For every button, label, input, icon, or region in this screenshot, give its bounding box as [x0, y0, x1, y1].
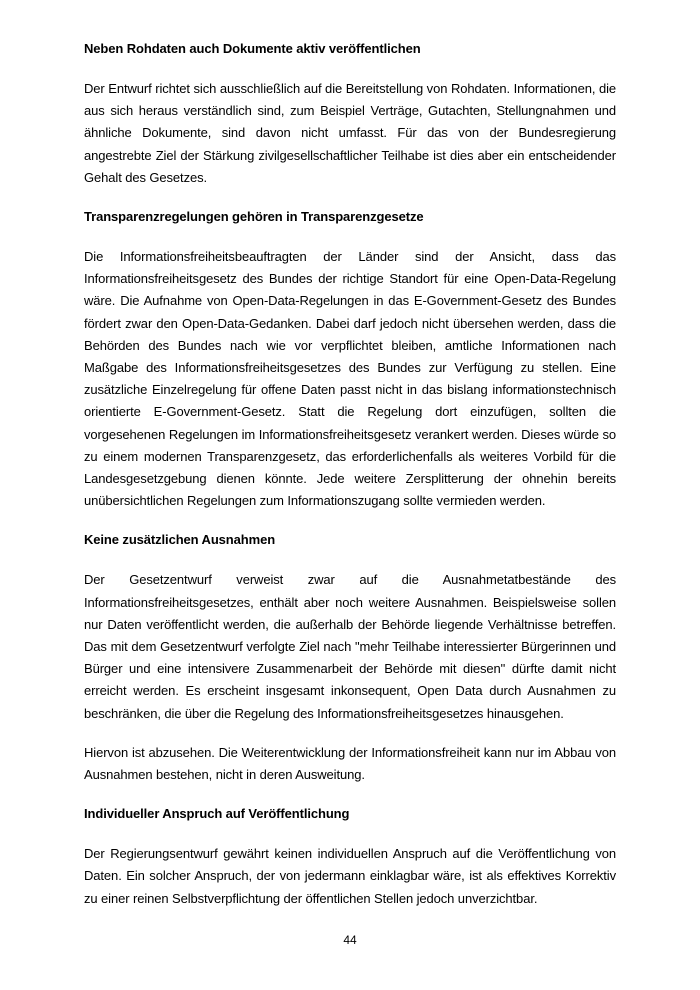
paragraph: Der Entwurf richtet sich ausschließlich auf die Bereitstellung von Rohdaten. Informationen, die aus sich heraus verständlich sind, zum Beispiel Verträge, Gutachten, Stellungnahmen und ähnliche Dokumente, sind davon nicht umfasst. Für das von der Bundesregierung angestrebte Ziel der Stärkung zivilgesellschaftlicher Teilhabe ist dies aber ein entscheidender Gehalt des Gesetzes.: [84, 81, 616, 185]
paragraph: Der Gesetzentwurf verweist zwar auf die Ausnahmetatbestände des Informationsfreiheitsgesetzes, enthält aber noch weitere Ausnahmen. Beispielsweise sollen nur Daten veröffentlicht werden, die außerhalb der Behörde liegende Verhältnisse betreffen. Das mit dem Gesetzentwurf verfolgte Ziel nach "mehr Teilhabe interessierter Bürgerinnen und Bürger und eine intensivere Zusammenarbeit der Behörde mit diesen" dürfte damit nicht erreicht werden. Es erscheint insgesamt inkonsequent, Open Data durch Ausnahmen zu beschränken, die über die Regelung des Informationsfreiheitsgesetzes hinausgehen.: [84, 572, 616, 721]
section-keine-ausnahmen: [84, 529, 616, 786]
section-heading: Transparenzregelungen gehören in Transparenzgesetze: [84, 209, 424, 225]
section-heading: Individueller Anspruch auf Veröffentlichung: [84, 806, 350, 822]
section-individueller-anspruch: [84, 803, 616, 910]
page-number: 44: [343, 933, 357, 947]
document-body: [84, 38, 616, 927]
section-transparenzregelungen: [84, 206, 616, 512]
section-heading: Neben Rohdaten auch Dokumente aktiv veröffentlichen: [84, 41, 421, 56]
paragraph: Hiervon ist abzusehen. Die Weiterentwicklung der Informationsfreiheit kann nur im Abbau von Ausnahmen bestehen, nicht in deren Ausweitung.: [84, 744, 616, 783]
paragraph: Der Regierungsentwurf gewährt keinen individuellen Anspruch auf die Veröffentlichung von Daten. Ein solcher Anspruch, der von jedermann einklagbar wäre, ist als effektives Korrektiv zu einer reinen Selbstverpflichtung der öffentlichen Stellen jedoch unverzichtbar.: [84, 846, 616, 906]
section-rohdaten-dokumente: [84, 38, 616, 189]
paragraph: Die Informationsfreiheitsbeauftragten der Länder sind der Ansicht, dass das Informationsfreiheitsgesetz des Bundes der richtige Standort für eine Open-Data-Regelung wäre. Die Aufnahme von Open-Data-Regelungen in das E-Government-Gesetz des Bundes fördert zwar den Open-Data-Gedanken. Dabei darf jedoch nicht übersehen werden, dass die Behörden des Bundes nach wie vor verpflichtet bleiben, amtliche Informationen nach Maßgabe des Informationsfreiheitsgesetzes des Bundes zur Verfügung zu stellen. Eine zusätzliche Einzelregelung für offene Daten passt nicht in das bislang informationstechnisch orientierte E-Government-Gesetz. Statt die Regelung dort einzufügen, sollten die vorgesehenen Regelungen im Informationsfreiheitsgesetz verankert werden. Dieses würde so zu einem modernen Transparenzgesetz, das erforderlichenfalls als weiteres Vorbild für die Landesgesetzgebung dienen könnte. Jede weitere Zersplitterung der ohnehin bereits unübersichtlichen Regelungen zum Informationszugang sollte vermieden werden.: [84, 249, 616, 509]
section-heading: Keine zusätzlichen Ausnahmen: [84, 532, 276, 548]
